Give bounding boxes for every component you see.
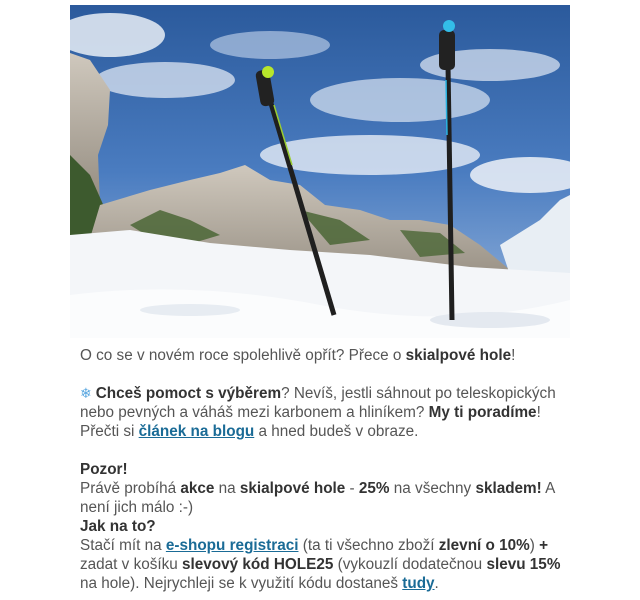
howto-bold-2: + (539, 537, 549, 554)
howto-text-1: Stačí mít na (80, 537, 166, 554)
use-code-link[interactable]: tudy (402, 575, 435, 592)
intro-paragraph (80, 346, 570, 365)
ski-poles-photo (70, 5, 570, 338)
howto-text-2: (ta ti všechno zboží (298, 537, 439, 554)
howto-text-7: . (434, 575, 439, 592)
blog-article-link[interactable]: článek na blogu (138, 423, 255, 440)
howto-text-4: zadat v košíku (80, 556, 183, 573)
howto-text-3: ) (529, 537, 540, 554)
pozor-bold-3: 25% (358, 480, 390, 497)
pozor-heading: Pozor! (80, 461, 128, 478)
pozor-text-4: na všechny (389, 480, 476, 497)
pozor-text-3: - (345, 480, 359, 497)
hero-image (70, 5, 570, 338)
help-paragraph (80, 384, 570, 441)
help-text-2: ! Přečti si (80, 404, 541, 440)
eshop-registration-link[interactable]: e-shopu registraci (165, 537, 299, 554)
pozor-text-5: A není jich málo :-) (80, 480, 555, 516)
intro-bold: skialpové hole (405, 347, 512, 364)
pozor-text-2: na (214, 480, 240, 497)
help-bold-1: Chceš pomoct s výběrem (95, 385, 282, 402)
snowflake-icon: ❄ (80, 385, 92, 401)
help-text-3: a hned budeš v obraze. (254, 423, 419, 440)
pozor-paragraph (80, 460, 570, 593)
pozor-bold-4: skladem! (475, 480, 542, 497)
howto-bold-1: zlevní o 10% (438, 537, 530, 554)
intro-text-end: ! (511, 347, 516, 364)
help-text-1: ? Nevíš, jestli sáhnout po teleskopických nebo pevných a váháš mezi karbonem a hliníkem? (80, 385, 556, 421)
pozor-text-1: Právě probíhá (80, 480, 181, 497)
email-body (80, 346, 570, 593)
intro-text: O co se v novém roce spolehlivě opřít? Přece o (80, 347, 406, 364)
howto-text-6: na hole). Nejrychleji se k využití kódu dostaneš (80, 575, 403, 592)
discount-code: slevový kód HOLE25 (182, 556, 334, 573)
pozor-bold-1: akce (180, 480, 215, 497)
howto-bold-4: slevu 15% (486, 556, 561, 573)
howto-heading: Jak na to? (80, 518, 156, 535)
howto-text-5: (vykouzlí dodatečnou (333, 556, 487, 573)
pozor-bold-2: skialpové hole (239, 480, 346, 497)
help-bold-2: My ti poradíme (428, 404, 537, 421)
